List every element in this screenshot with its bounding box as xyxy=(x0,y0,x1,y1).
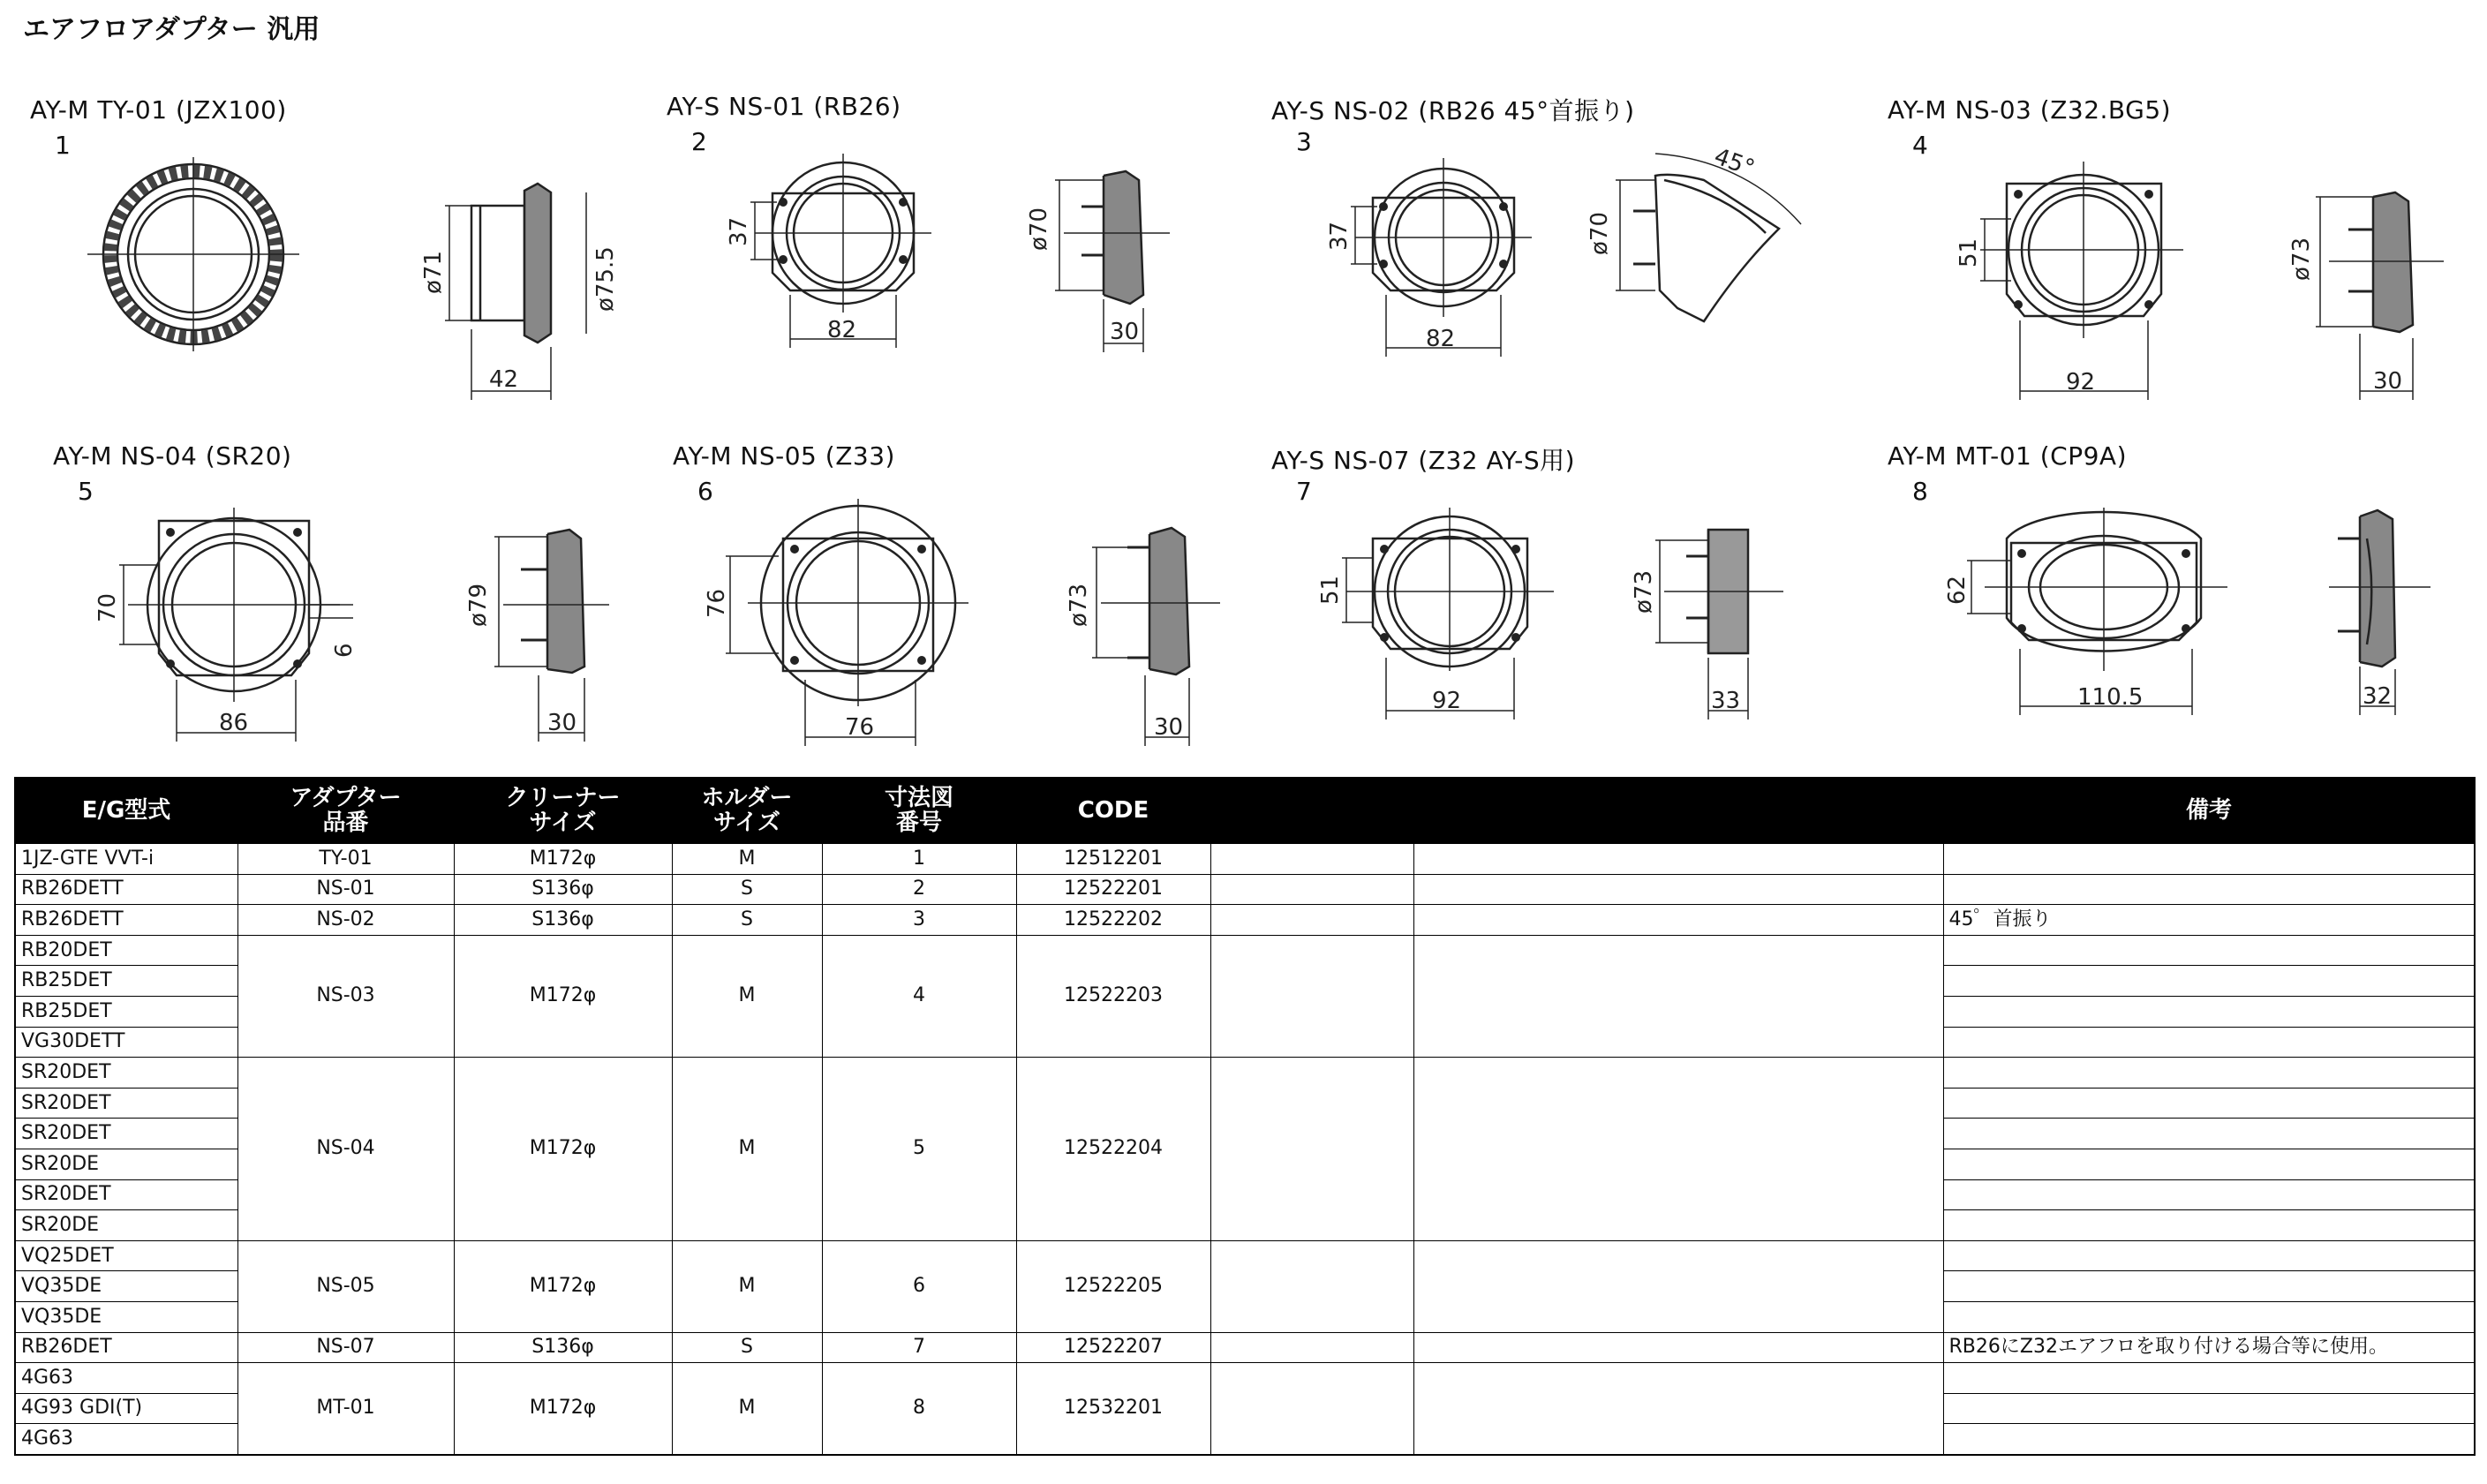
cleaner-cell: M172φ xyxy=(454,1363,672,1455)
adapter-cell: TY-01 xyxy=(237,843,454,874)
header-blank xyxy=(1413,778,1943,843)
holder-cell: M xyxy=(672,1363,822,1455)
remarks-cell xyxy=(1943,1058,2475,1089)
remarks-cell xyxy=(1943,874,2475,905)
adapter-cell: NS-01 xyxy=(237,874,454,905)
spec-table xyxy=(14,777,2476,1456)
header-figure: 寸法図 番号 xyxy=(822,778,1016,843)
holder-cell: S xyxy=(672,1332,822,1363)
dim-width: 92 xyxy=(2066,369,2096,395)
diagram-number: 7 xyxy=(1296,477,1312,506)
header-holder: ホルダー サイズ xyxy=(672,778,822,843)
figure-cell: 4 xyxy=(822,935,1016,1057)
remarks-cell xyxy=(1943,1363,2475,1394)
remarks-cell xyxy=(1943,935,2475,966)
blank-cell xyxy=(1210,1240,1413,1332)
diagram-4 xyxy=(1879,95,2487,431)
header-remarks: 備考 xyxy=(1943,778,2475,843)
code-cell: 12522205 xyxy=(1016,1240,1210,1332)
dim-offset: 6 xyxy=(331,643,358,658)
remarks-cell xyxy=(1943,843,2475,874)
diagram-number: 5 xyxy=(78,477,94,506)
holder-cell: M xyxy=(672,935,822,1057)
figure-cell: 8 xyxy=(822,1363,1016,1455)
dim-height: 51 xyxy=(1956,237,1982,267)
adapter-cell: MT-01 xyxy=(237,1363,454,1455)
remarks-cell xyxy=(1943,966,2475,997)
remarks-cell xyxy=(1943,1210,2475,1241)
dim-length: 32 xyxy=(2363,683,2393,710)
adapter-cell: NS-04 xyxy=(237,1058,454,1241)
adapter-drawing-4 xyxy=(1879,95,2487,431)
blank-cell xyxy=(1210,905,1413,936)
code-cell: 12512201 xyxy=(1016,843,1210,874)
figure-cell: 5 xyxy=(822,1058,1016,1241)
diagram-number: 4 xyxy=(1912,131,1928,160)
engine-cell: SR20DET xyxy=(15,1119,237,1149)
blank-cell xyxy=(1210,935,1413,1057)
dim-diameter: ø79 xyxy=(465,584,492,627)
dim-height: 37 xyxy=(726,216,752,246)
engine-cell: RB25DET xyxy=(15,996,237,1027)
figure-cell: 2 xyxy=(822,874,1016,905)
engine-cell: RB26DETT xyxy=(15,905,237,936)
remarks-cell xyxy=(1943,1271,2475,1302)
dim-width: 76 xyxy=(845,714,875,741)
dim-length: 30 xyxy=(1154,714,1184,741)
dim-diameter: ø70 xyxy=(1586,212,1613,255)
table-row xyxy=(15,1363,2475,1394)
diagram-7 xyxy=(1262,441,1880,777)
diagram-model: AY-M NS-05 (Z33) xyxy=(673,441,895,471)
cleaner-cell: S136φ xyxy=(454,874,672,905)
remarks-cell xyxy=(1943,996,2475,1027)
dim-width: 82 xyxy=(827,317,857,343)
blank-cell xyxy=(1413,1058,1943,1241)
dim-diameter: ø70 xyxy=(1026,207,1052,251)
engine-cell: SR20DE xyxy=(15,1210,237,1241)
remarks-cell xyxy=(1943,1301,2475,1332)
remarks-cell: RB26にZ32エアフロを取り付ける場合等に使用。 xyxy=(1943,1332,2475,1363)
dim-diameter: ø73 xyxy=(1066,584,1092,627)
header-code: CODE xyxy=(1016,778,1210,843)
dim-diameter: ø73 xyxy=(1631,570,1657,614)
blank-cell xyxy=(1413,843,1943,874)
engine-cell: SR20DET xyxy=(15,1088,237,1119)
remarks-cell xyxy=(1943,1027,2475,1058)
dim-length: 30 xyxy=(2373,368,2403,395)
blank-cell xyxy=(1210,843,1413,874)
table-body xyxy=(15,843,2475,1455)
diagram-5 xyxy=(44,441,662,777)
blank-cell xyxy=(1210,1363,1413,1455)
code-cell: 12522207 xyxy=(1016,1332,1210,1363)
blank-cell xyxy=(1210,1332,1413,1363)
holder-cell: S xyxy=(672,905,822,936)
code-cell: 12522203 xyxy=(1016,935,1210,1057)
adapter-drawing-3 xyxy=(1262,92,1880,427)
diagram-model: AY-S NS-01 (RB26) xyxy=(667,92,901,121)
engine-cell: VQ35DE xyxy=(15,1271,237,1302)
dim-width: 110.5 xyxy=(2077,684,2144,711)
code-cell: 12522201 xyxy=(1016,874,1210,905)
remarks-cell xyxy=(1943,1179,2475,1210)
table-row xyxy=(15,874,2475,905)
diagram-8 xyxy=(1879,441,2487,777)
diagram-3 xyxy=(1262,92,1880,427)
dim-length: 30 xyxy=(1110,319,1140,345)
dim-height: 62 xyxy=(1944,575,1971,605)
table-header-row xyxy=(15,778,2475,843)
adapter-drawing-5 xyxy=(44,441,662,777)
diagram-model: AY-M MT-01 (CP9A) xyxy=(1888,441,2127,471)
engine-cell: RB20DET xyxy=(15,935,237,966)
diagram-model: AY-M NS-03 (Z32.BG5) xyxy=(1888,95,2172,124)
dim-angle: 45° xyxy=(1710,143,1759,183)
diagram-model: AY-S NS-02 (RB26 45°首振り) xyxy=(1271,96,1635,125)
cleaner-cell: S136φ xyxy=(454,905,672,936)
table-row xyxy=(15,843,2475,874)
code-cell: 12522204 xyxy=(1016,1058,1210,1241)
diagram-6 xyxy=(664,441,1282,777)
cleaner-cell: S136φ xyxy=(454,1332,672,1363)
engine-cell: RB25DET xyxy=(15,966,237,997)
holder-cell: M xyxy=(672,843,822,874)
header-blank xyxy=(1210,778,1413,843)
engine-cell: VG30DETT xyxy=(15,1027,237,1058)
dim-diameter: ø71 xyxy=(420,251,447,294)
engine-cell: 4G93 GDI(T) xyxy=(15,1393,237,1424)
engine-cell: RB26DETT xyxy=(15,874,237,905)
holder-cell: M xyxy=(672,1240,822,1332)
diagram-model: AY-M TY-01 (JZX100) xyxy=(30,95,287,124)
diagram-number: 6 xyxy=(697,477,713,506)
table-row xyxy=(15,1332,2475,1363)
header-cleaner: クリーナー サイズ xyxy=(454,778,672,843)
blank-cell xyxy=(1210,874,1413,905)
cleaner-cell: M172φ xyxy=(454,935,672,1057)
diagram-model: AY-S NS-07 (Z32 AY-S用) xyxy=(1271,446,1576,475)
figure-cell: 1 xyxy=(822,843,1016,874)
adapter-drawing-8 xyxy=(1879,441,2487,777)
holder-cell: S xyxy=(672,874,822,905)
figure-cell: 6 xyxy=(822,1240,1016,1332)
header-eg: E/G型式 xyxy=(15,778,237,843)
dim-height: 51 xyxy=(1317,575,1344,605)
engine-cell: VQ35DE xyxy=(15,1301,237,1332)
remarks-cell xyxy=(1943,1240,2475,1271)
diagram-number: 8 xyxy=(1912,477,1928,506)
remarks-cell xyxy=(1943,1149,2475,1179)
engine-cell: 4G63 xyxy=(15,1363,237,1394)
dim-diameter: ø73 xyxy=(2288,237,2315,281)
dim-height: 70 xyxy=(94,592,121,622)
blank-cell xyxy=(1413,905,1943,936)
diagram-2 xyxy=(658,92,1276,427)
engine-cell: SR20DET xyxy=(15,1179,237,1210)
adapter-cell: NS-05 xyxy=(237,1240,454,1332)
page-title: エアフロアダプター 汎用 xyxy=(23,14,320,45)
cleaner-cell: M172φ xyxy=(454,1240,672,1332)
blank-cell xyxy=(1413,935,1943,1057)
diagram-number: 3 xyxy=(1296,127,1312,156)
engine-cell: SR20DET xyxy=(15,1058,237,1089)
blank-cell xyxy=(1210,1058,1413,1241)
cleaner-cell: M172φ xyxy=(454,843,672,874)
header-adapter: アダプター 品番 xyxy=(237,778,454,843)
engine-cell: VQ25DET xyxy=(15,1240,237,1271)
diagram-number: 1 xyxy=(55,131,71,160)
engine-cell: 4G63 xyxy=(15,1424,237,1455)
dim-length: 30 xyxy=(547,710,577,736)
adapter-cell: NS-02 xyxy=(237,905,454,936)
dim-diameter-outer: ø75.5 xyxy=(592,246,619,312)
adapter-drawing-6 xyxy=(664,441,1282,777)
adapter-cell: NS-03 xyxy=(237,935,454,1057)
remarks-cell xyxy=(1943,1393,2475,1424)
blank-cell xyxy=(1413,874,1943,905)
holder-cell: M xyxy=(672,1058,822,1241)
blank-cell xyxy=(1413,1240,1943,1332)
code-cell: 12522202 xyxy=(1016,905,1210,936)
adapter-drawing-1 xyxy=(21,95,639,431)
cleaner-cell: M172φ xyxy=(454,1058,672,1241)
diagram-number: 2 xyxy=(691,127,707,156)
code-cell: 12532201 xyxy=(1016,1363,1210,1455)
dim-width: 82 xyxy=(1426,326,1456,352)
adapter-drawing-7 xyxy=(1262,441,1880,777)
table-row xyxy=(15,1240,2475,1271)
adapter-cell: NS-07 xyxy=(237,1332,454,1363)
blank-cell xyxy=(1413,1332,1943,1363)
remarks-cell xyxy=(1943,1424,2475,1455)
dim-height: 37 xyxy=(1326,221,1353,251)
figure-cell: 3 xyxy=(822,905,1016,936)
engine-cell: SR20DE xyxy=(15,1149,237,1179)
remarks-cell xyxy=(1943,1088,2475,1119)
dim-height: 76 xyxy=(704,588,730,618)
engine-cell: RB26DET xyxy=(15,1332,237,1363)
dim-length: 42 xyxy=(489,366,519,393)
diagram-model: AY-M NS-04 (SR20) xyxy=(53,441,292,471)
dim-length: 33 xyxy=(1711,688,1741,714)
figure-cell: 7 xyxy=(822,1332,1016,1363)
table-row xyxy=(15,935,2475,966)
blank-cell xyxy=(1413,1363,1943,1455)
dim-width: 86 xyxy=(219,710,249,736)
remarks-cell xyxy=(1943,1119,2475,1149)
table-row xyxy=(15,1058,2475,1089)
adapter-drawing-2 xyxy=(658,92,1276,427)
engine-cell: 1JZ-GTE VVT-i xyxy=(15,843,237,874)
remarks-cell: 45゜首振り xyxy=(1943,905,2475,936)
table-row xyxy=(15,905,2475,936)
diagram-1 xyxy=(21,95,639,431)
dim-width: 92 xyxy=(1432,688,1462,714)
